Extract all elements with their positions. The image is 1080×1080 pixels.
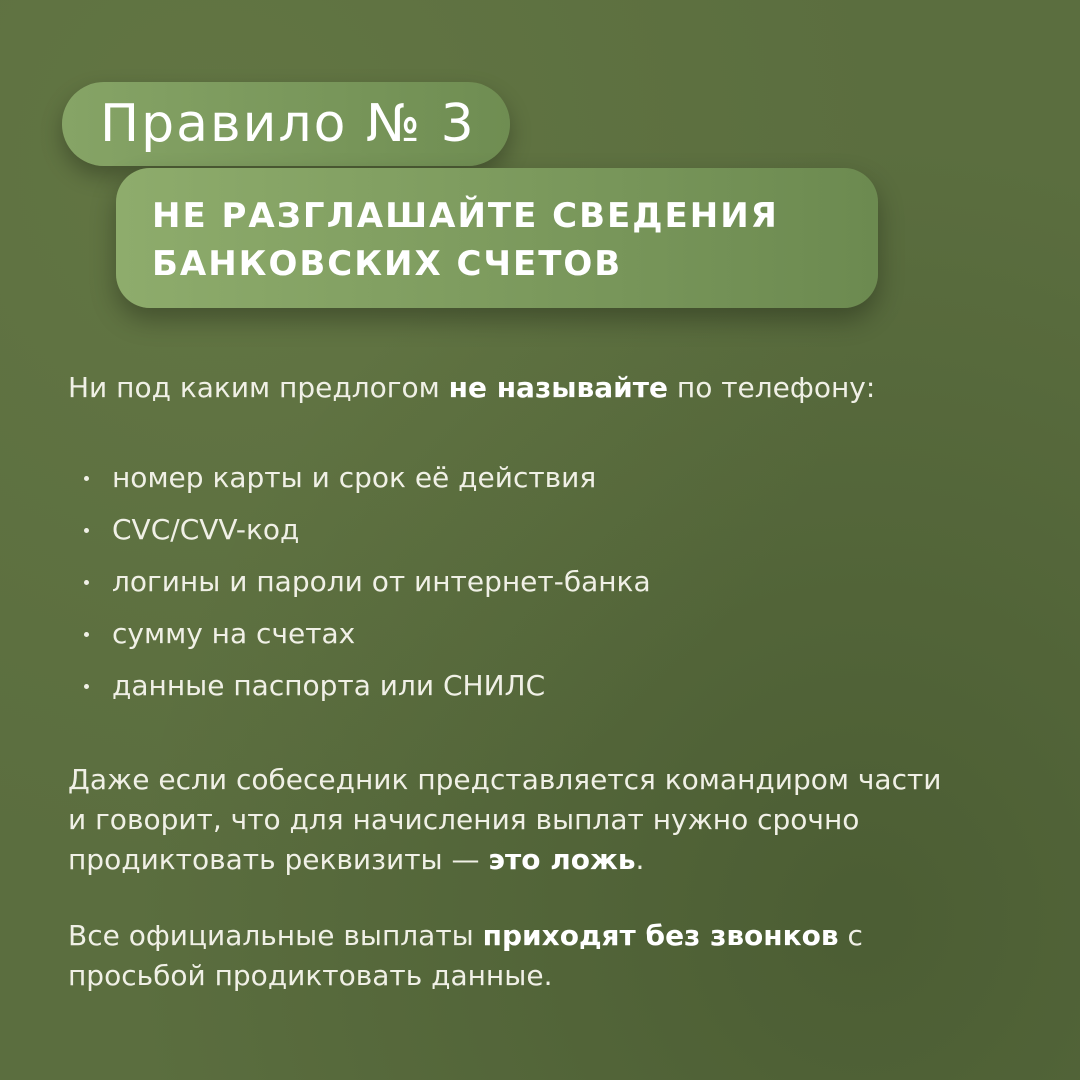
bullet-dot-icon xyxy=(84,476,89,481)
warning-line-3-after: . xyxy=(635,843,645,876)
warning-line-1: Даже если собеседник представляется командиром части xyxy=(68,763,942,796)
list-item xyxy=(68,666,1048,718)
warning-paragraph xyxy=(68,760,1048,880)
list-item-text: номер карты и срок её действия xyxy=(112,461,597,494)
payments-line-1-before: Все официальные выплаты xyxy=(68,919,483,952)
list-item xyxy=(68,458,1048,510)
bullet-dot-icon xyxy=(84,632,89,637)
list-item xyxy=(68,614,1048,666)
warning-line-2: и говорит, что для начисления выплат нужно срочно xyxy=(68,803,860,836)
intro-text-before: Ни под каким предлогом xyxy=(68,371,449,404)
list-item-text: CVC/CVV-код xyxy=(112,513,300,546)
rule-subtitle-pill xyxy=(116,168,878,308)
rule-title: Правило № 3 xyxy=(100,94,476,154)
rule-subtitle-line-1: НЕ РАЗГЛАШАЙТЕ СВЕДЕНИЯ xyxy=(152,196,779,236)
bullet-dot-icon xyxy=(84,684,89,689)
payments-line-1-after: с xyxy=(838,919,863,952)
warning-emphasis: это ложь xyxy=(488,843,636,876)
forbidden-info-list xyxy=(68,458,1048,718)
list-item xyxy=(68,562,1048,614)
payments-line-2: просьбой продиктовать данные. xyxy=(68,959,553,992)
intro-emphasis: не называйте xyxy=(448,371,668,404)
list-item-text: данные паспорта или СНИЛС xyxy=(112,669,546,702)
intro-text-after: по телефону: xyxy=(668,371,876,404)
rule-subtitle-line-2: БАНКОВСКИХ СЧЕТОВ xyxy=(152,244,623,284)
intro-paragraph xyxy=(68,368,1048,408)
list-item-text: логины и пароли от интернет-банка xyxy=(112,565,651,598)
main-content xyxy=(68,368,1048,1032)
payments-emphasis: приходят без звонков xyxy=(482,919,839,952)
warning-line-3-before: продиктовать реквизиты — xyxy=(68,843,489,876)
list-item-text: сумму на счетах xyxy=(112,617,356,650)
list-item xyxy=(68,510,1048,562)
bullet-dot-icon xyxy=(84,528,89,533)
bullet-dot-icon xyxy=(84,580,89,585)
official-payments-paragraph xyxy=(68,916,1048,996)
rule-title-pill xyxy=(62,82,510,166)
